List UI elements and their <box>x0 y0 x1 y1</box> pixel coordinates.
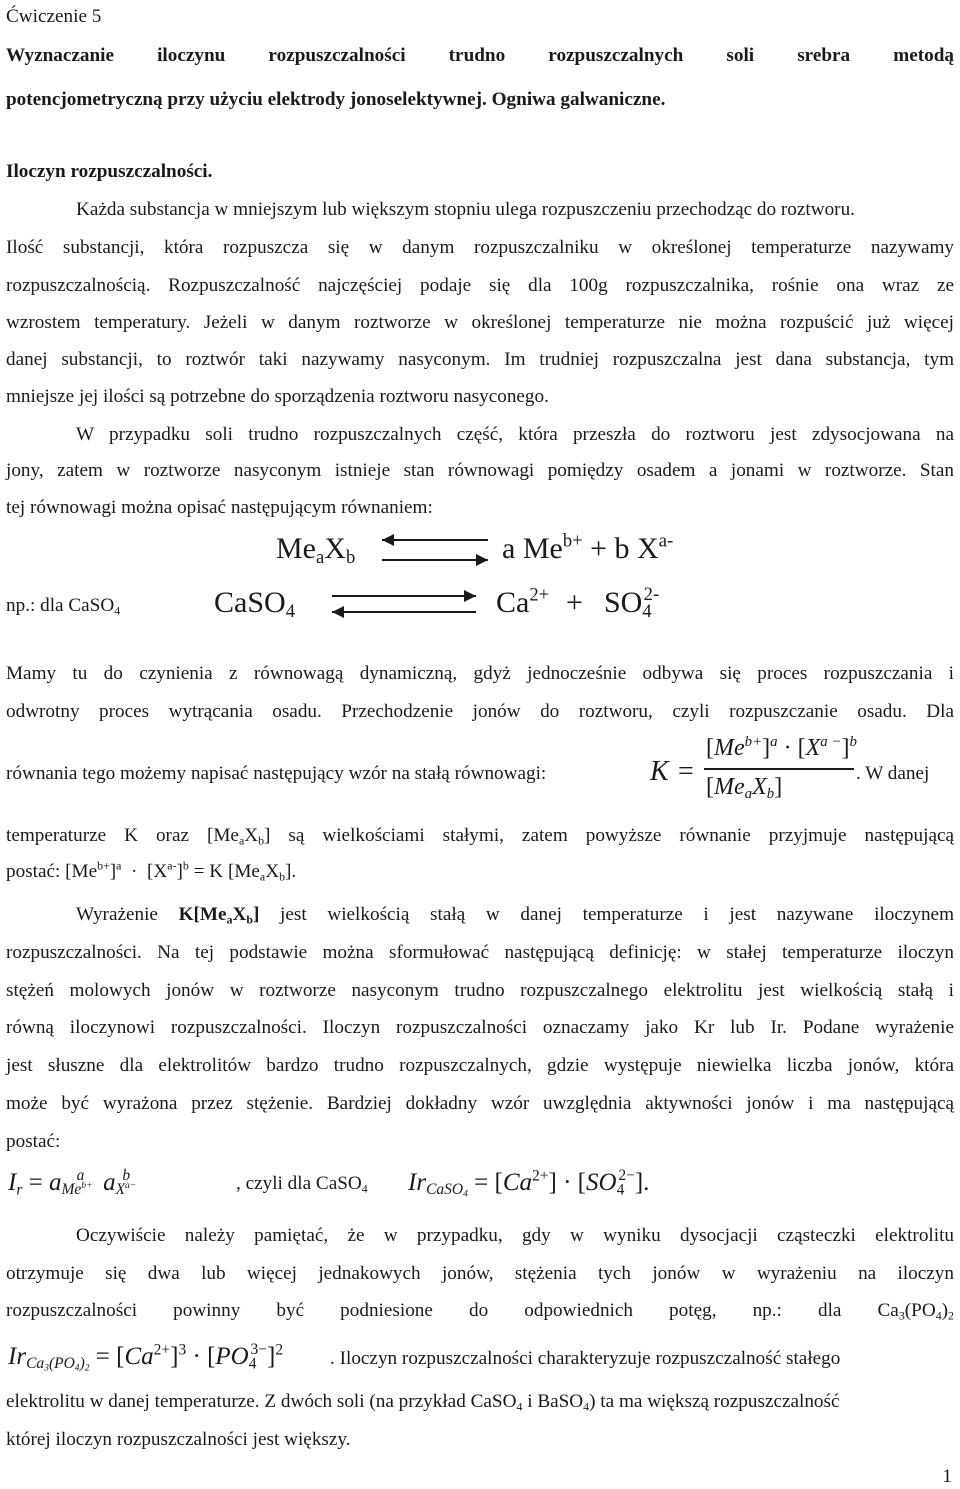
equals-sign: = <box>678 756 694 787</box>
fraction-bar <box>704 768 854 770</box>
paragraph-line: postać: $[Me^{b+}]^a \cdot [X^{a-}]^b = K$ $[Me_aX_b]$. <box>6 858 297 884</box>
paragraph-line: odwrotny proces wytrącania osadu. Przechodzenie jonów do roztworu, czyli rozpuszczanie osadu. Dla <box>6 701 954 722</box>
paragraph-line: postać: <box>6 1131 61 1152</box>
title-line-1: Wyznaczanie iloczynu rozpuszczalności trudno rozpuszczalnych soli srebra metodą <box>6 45 954 66</box>
paragraph-line: danej substancji, to roztwór taki nazywamy nasyconym. Im trudniej rozpuszczalna jest dana substancja, tym <box>6 349 954 370</box>
paragraph-line: elektrolitu w danej temperaturze. Z dwóch soli (na przykład CaSO$_4$ i BaSO$_4$) ta ma większą rozpuszczalność <box>6 1391 840 1414</box>
calcium-phosphate-formula: $Ir_{Ca_3(PO_4)_2} = [Ca^{2+}]^3 \cdot [PO_4^{3-}]^2$ <box>8 1341 284 1375</box>
caso4-formula: CaSO$_4$ <box>214 586 295 623</box>
paragraph-line: Oczywiście należy pamiętać, że w przypadku, gdy w wyniku dysocjacji cząsteczki elektrolitu <box>76 1225 954 1246</box>
paragraph-line: Mamy tu do czynienia z równowagą dynamiczną, gdyż jednocześnie odbywa się proces rozpuszczania i <box>6 663 954 684</box>
paragraph-line: . W danej <box>856 763 930 784</box>
paragraph-line: tej równowagi można opisać następującym równaniem: <box>6 497 433 518</box>
paragraph-line: stężeń molowych jonów w roztworze nasyconym trudno rozpuszczalnego elektrolitu jest wielkością stałą i <box>6 980 954 1001</box>
paragraph-line: może być wyrażona przez stężenie. Bardziej dokładny wzór uwzględnia aktywności jonów i ma następującą <box>6 1093 954 1114</box>
paragraph-line: której iloczyn rozpuszczalności jest większy. <box>6 1429 351 1450</box>
formula-numerator: $[Me^{b+}]^a \cdot [X^{a -}]^b$ <box>706 733 857 761</box>
activity-formula: $I_r = a_{Me^{b+}}^a$ $a_{X^{a-}}^b$ <box>8 1167 137 1199</box>
paragraph-line: rozpuszczalności powinny być podniesione do odpowiednich potęg, np.: dla $Ca_3(PO_4)_2$ <box>6 1300 954 1323</box>
paragraph-line: W przypadku soli trudno rozpuszczalnych część, która przeszła do roztworu jest zdysocjowana na <box>76 424 954 445</box>
sulfate-ion: $SO_4^{2-}$ <box>604 584 660 623</box>
exercise-label: Ćwiczenie 5 <box>6 6 102 27</box>
caso4-product-formula: $Ir_{CaSO_4} = [Ca^{2+}] \cdot [SO_4^{2-}]$. <box>408 1167 650 1201</box>
equation-right-side: a $Me^{b+} + b$ $X^{a-}$ <box>502 530 674 565</box>
paragraph-line: jest słuszne dla elektrolitów bardzo trudno rozpuszczalnych, gdzie występuje niewielka liczba jonów, która <box>6 1055 954 1076</box>
equilibrium-arrows-icon <box>330 586 480 622</box>
plus-sign: + <box>566 586 583 619</box>
paragraph-line: jony, zatem w roztworze nasyconym istnieje stan równowagi pomiędzy osadem a jonami w roztworze. Stan <box>6 460 954 481</box>
paragraph-line: , czyli dla CaSO$_4$ <box>236 1173 368 1196</box>
paragraph-line: mniejsze jej ilości są potrzebne do sporządzenia roztworu nasyconego. <box>6 386 549 407</box>
paragraph-line: Każda substancja w mniejszym lub większym stopniu ulega rozpuszczeniu przechodząc do roztworu. <box>76 199 855 220</box>
paragraph-line: . Iloczyn rozpuszczalności charakteryzuje rozpuszczalność stałego <box>330 1348 841 1369</box>
equilibrium-arrows-icon <box>380 532 490 568</box>
example-label: np.: dla CaSO$_4$ <box>6 595 121 618</box>
paragraph-line: Ilość substancji, która rozpuszcza się w danym rozpuszczalniku w określonej temperaturze nazywamy <box>6 237 954 258</box>
formula-denominator: $[Me_aX_b]$ <box>706 774 783 803</box>
calcium-ion: $Ca^{2+}$ <box>496 584 550 619</box>
paragraph-line: rozpuszczalności. Na tej podstawie można sformułować następującą definicję: w stałej temperaturze iloczyn <box>6 942 954 963</box>
paragraph-line: równą iloczynowi rozpuszczalności. Iloczyn rozpuszczalności oznaczamy jako Kr lub Ir. Podane wyrażenie <box>6 1017 954 1038</box>
paragraph-line: rozpuszczalnością. Rozpuszczalność najczęściej podaje się dla 100g rozpuszczalnika, rośnie ona wraz ze <box>6 275 954 296</box>
paragraph-line: temperaturze K oraz $[Me_aX_b]$ są wielkościami stałymi, zatem powyższe równanie przyjmuje następującą <box>6 825 954 848</box>
paragraph-line: równania tego możemy napisać następujący wzór na stałą równowagi: <box>6 763 547 784</box>
page-number: 1 <box>942 1466 952 1487</box>
paragraph-line: otrzymuje się dwa lub więcej jednakowych jonów, stężenia tych jonów w wyrażeniu na iloczyn <box>6 1263 954 1284</box>
title-line-2: potencjometryczną przy użyciu elektrody jonoselektywnej. Ogniwa galwaniczne. <box>6 89 666 110</box>
paragraph-line: wzrostem temperatury. Jeżeli w danym roztworze w określonej temperaturze nie można rozpuścić już więcej <box>6 312 954 333</box>
equation-left-side: $Me_aX_b$ <box>276 532 356 569</box>
paragraph-line: Wyrażenie $K[Me_aX_b]$ jest wielkością stałą w danej temperaturze i jest nazywane iloczynem <box>76 904 954 927</box>
k-symbol: K <box>650 756 669 787</box>
section-heading: Iloczyn rozpuszczalności. <box>6 161 213 182</box>
